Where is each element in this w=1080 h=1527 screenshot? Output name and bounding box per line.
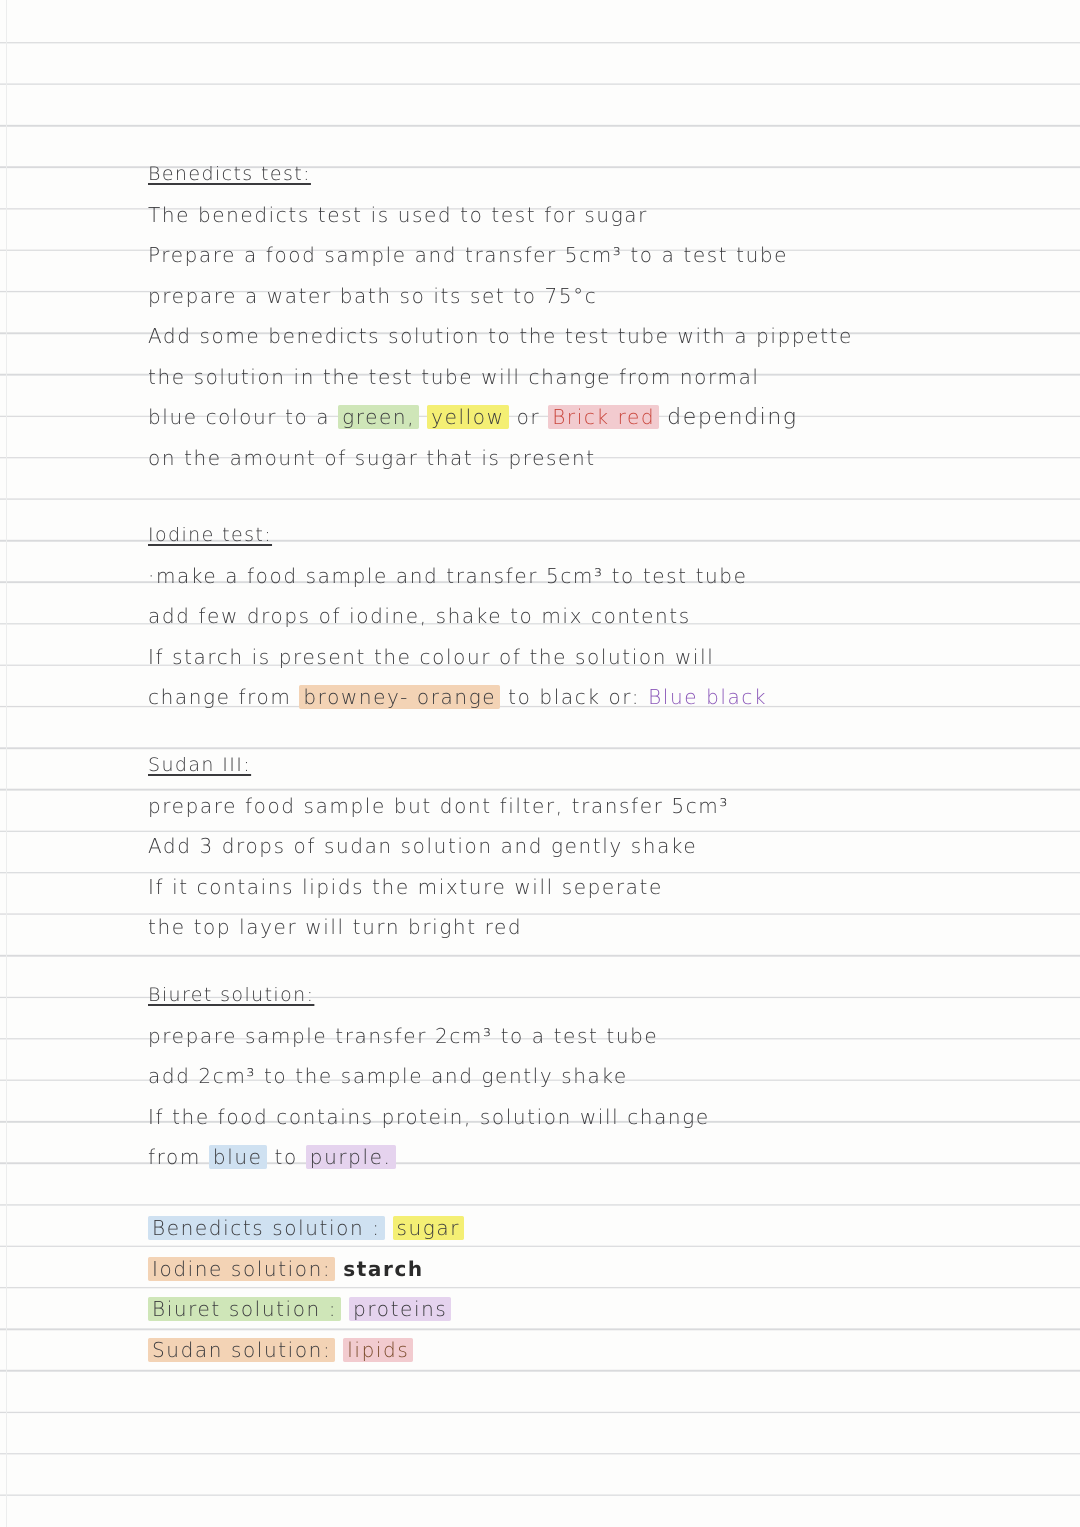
summary-value-sugar: sugar [393,1216,465,1240]
summary-label-benedicts: Benedicts solution : [148,1216,385,1240]
iodine-line-3: If starch is present the colour of the solution will [148,644,715,669]
biuret-line-4-to: to [274,1145,298,1169]
highlight-blue: blue [209,1145,267,1169]
highlight-browney-orange: browney- orange [299,685,500,709]
highlight-brick-red: Brick red [548,405,659,429]
benedicts-section [148,154,1028,478]
benedicts-line-6-or: or [516,405,541,429]
highlight-purple: purple. [306,1145,396,1169]
summary-row-2 [148,1249,1028,1290]
biuret-section [148,975,1028,1178]
biuret-heading: Biuret solution: [148,984,315,1006]
iodine-heading: Iodine test: [148,524,273,546]
summary-section [148,1208,1028,1370]
biuret-line-4 [148,1137,1028,1178]
sudan-section [148,745,1028,948]
summary-label-iodine: Iodine solution: [148,1257,335,1281]
sudan-line-3: If it contains lipids the mixture will seperate [148,874,663,899]
summary-value-starch: starch [343,1256,424,1281]
benedicts-line-6 [148,397,1028,438]
biuret-line-4-from: from [148,1145,201,1169]
blue-black-text: Blue black [648,685,768,709]
biuret-line-2: add 2cm³ to the sample and gently shake [148,1064,628,1088]
sudan-heading: Sudan III: [148,754,252,776]
iodine-line-1: ·make a food sample and transfer 5cm³ to test tube [148,563,748,588]
iodine-line-4-black: black or: [539,685,641,709]
summary-label-biuret: Biuret solution : [148,1297,341,1321]
summary-label-sudan: Sudan solution: [148,1338,335,1362]
sudan-line-4: the top layer will turn bright red [148,915,523,939]
iodine-line-4-start: change from [148,685,292,709]
iodine-line-2: add few drops of iodine, shake to mix contents [148,604,691,628]
benedicts-line-2: Prepare a food sample and transfer 5cm³ to a test tube [148,243,789,267]
iodine-line-4 [148,677,1028,718]
benedicts-line-7: on the amount of sugar that is present [148,445,596,470]
page-edge [0,0,7,1527]
biuret-line-3: If the food contains protein, solution will change [148,1104,710,1129]
benedicts-line-3: prepare a water bath so its set to 75°c [148,283,598,308]
sudan-line-2: Add 3 drops of sudan solution and gently shake [148,834,698,858]
summary-value-lipids: lipids [343,1338,413,1362]
iodine-section [148,515,1028,718]
benedicts-line-6-start: blue colour to a [148,405,331,429]
benedicts-line-4: Add some benedicts solution to the test tube with a pippette [148,324,853,348]
summary-row-1 [148,1208,1028,1249]
benedicts-heading: Benedicts test: [148,163,311,185]
summary-row-3 [148,1289,1028,1330]
biuret-line-1: prepare sample transfer 2cm³ to a test tube [148,1023,659,1048]
highlight-green: green, [338,405,419,429]
summary-value-proteins: proteins [349,1297,451,1321]
benedicts-line-6-end: depending [667,405,798,430]
benedicts-line-5: the solution in the test tube will change from normal [148,364,760,389]
summary-row-4 [148,1330,1028,1371]
benedicts-line-1: The benedicts test is used to test for sugar [148,202,648,227]
iodine-line-4-to: to [508,685,532,709]
highlight-yellow: yellow [427,405,508,429]
sudan-line-1: prepare food sample but dont filter, transfer 5cm³ [148,793,729,818]
